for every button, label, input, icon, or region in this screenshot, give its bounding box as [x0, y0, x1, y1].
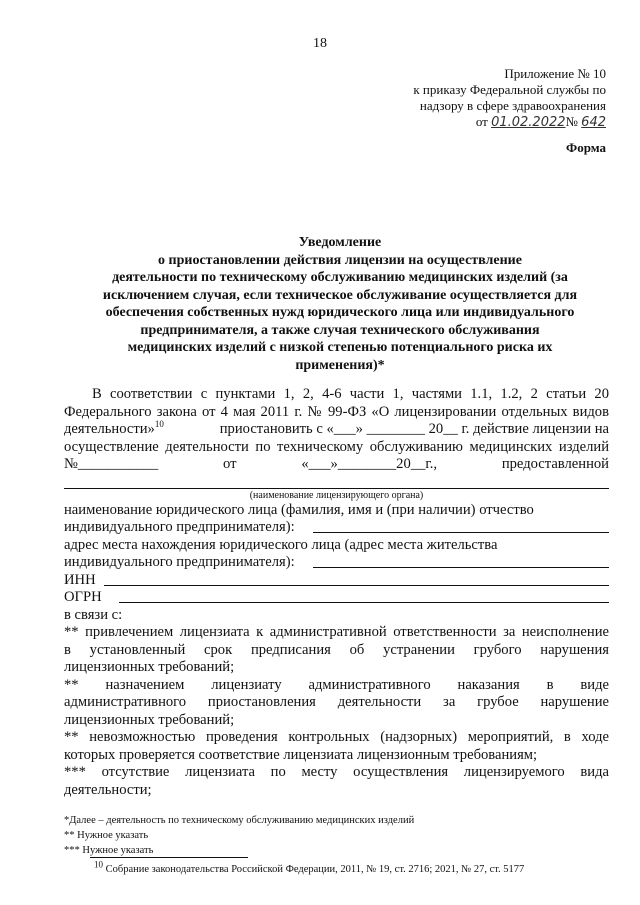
authority-caption: (наименование лицензирующего органа) [249, 489, 424, 501]
reason-line: лицензионных требований; [64, 711, 235, 728]
body-line: Федерального закона от 4 мая 2011 г. № 99-ФЗ «О лицензировании отдельных видов [64, 403, 609, 420]
from-label: от [475, 114, 488, 129]
handwritten-number: 642 [581, 115, 606, 130]
body-line [64, 421, 609, 439]
inn-label: ИНН [64, 571, 96, 588]
ogrn-label: ОГРН [64, 589, 102, 605]
title-line: исключением случая, если техническое обслуживание осуществляется для [102, 287, 578, 303]
appendix-line-2: к приказу Федеральной службы по [413, 82, 606, 97]
reason-line: которых проверяется соответствие лицензиата лицензионным требованиям; [64, 746, 538, 763]
name-field-line [64, 519, 609, 537]
authority-name-field [64, 474, 609, 489]
license-number-line [64, 456, 609, 474]
page-number: 18 [313, 36, 327, 51]
body-text: индивидуального предпринимателя): [64, 519, 295, 535]
reason-line: в установленный срок предписания об устранении грубого нарушения [64, 641, 609, 658]
reason-line: ** назначением лицензиату административного наказания в виде [64, 676, 609, 693]
name-field [313, 519, 609, 533]
title-line: применения)* [295, 357, 385, 373]
reason-line: ** привлечением лицензиата к административной ответственности за неисполнение [64, 624, 609, 640]
footnote-10-mark: 10 [94, 859, 103, 870]
in-connection-label: в связи с: [64, 606, 123, 623]
body-line: наименование юридического лица (фамилия, имя и (при наличии) отчество [64, 501, 534, 518]
footnote-10 [94, 859, 525, 875]
body-line: осуществление деятельности по техническому обслуживанию медицинских изделий [64, 438, 609, 455]
inn-field [104, 572, 609, 586]
footnote-1: *Далее – деятельность по техническому обслуживанию медицинских изделий [64, 815, 415, 826]
appendix-header [413, 66, 606, 131]
license-number-field: №___________ [64, 456, 159, 472]
ogrn-field [119, 589, 609, 603]
footnote-ref: 10 [154, 419, 164, 430]
from-word: от [223, 456, 237, 472]
notice-body [64, 386, 609, 799]
notice-title [90, 234, 590, 374]
title-line: предпринимателя, а также случая технического обслуживания [140, 322, 540, 338]
body-line: адрес места нахождения юридического лица (адрес места жительства [64, 536, 498, 553]
title-heading: Уведомление [298, 235, 382, 250]
address-field [313, 554, 609, 568]
title-line: обеспечения собственных нужд юридического лица или индивидуального [105, 305, 575, 320]
body-text: деятельности» [64, 421, 155, 437]
title-line: о приостановлении действия лицензии на осуществление [158, 252, 522, 268]
title-line: медицинских изделий с низкой степенью потенциального риска их [127, 340, 553, 355]
footnote-divider [90, 857, 248, 858]
footnote-2: ** Нужное указать [64, 830, 149, 841]
number-label: № [565, 114, 578, 129]
reason-line: административного приостановления деятельности за грубое нарушение [64, 694, 609, 710]
footnote-10-text: Собрание законодательства Российской Федерации, 2011, № 19, ст. 2716; 2021, № 27, ст. 5177 [105, 864, 525, 875]
reason-line: деятельности; [64, 781, 152, 798]
license-date-field: «___»________20__г., [301, 456, 437, 472]
appendix-date-line [413, 114, 606, 131]
appendix-line-3: надзору в сфере здравоохранения [419, 98, 606, 113]
form-label: Форма [566, 140, 606, 155]
footnotes [64, 813, 414, 858]
issued-word: предоставленной [501, 456, 609, 472]
body-text: индивидуального предпринимателя): [64, 554, 295, 570]
address-field-line [64, 554, 609, 572]
handwritten-date: 01.02.2022 [491, 115, 566, 130]
footnote-3: *** Нужное указать [64, 845, 154, 856]
body-text: приостановить с «___» ________ 20__ г. действие лицензии на [219, 421, 609, 437]
appendix-line-1: Приложение № 10 [504, 66, 606, 81]
reason-line: *** отсутствие лицензиата по месту осуществления лицензируемого вида [64, 764, 609, 780]
inn-line [64, 572, 609, 590]
ogrn-line [64, 589, 609, 607]
body-line: В соответствии с пунктами 1, 2, 4-6 части 1, частями 1.1, 1.2, 2 статьи 20 [92, 386, 609, 402]
title-line: деятельности по техническому обслуживанию медицинских изделий (за [112, 270, 568, 285]
reason-line: лицензионных требований; [64, 659, 235, 675]
reason-line: ** невозможностью проведения контрольных (надзорных) мероприятий, в ходе [64, 729, 609, 745]
